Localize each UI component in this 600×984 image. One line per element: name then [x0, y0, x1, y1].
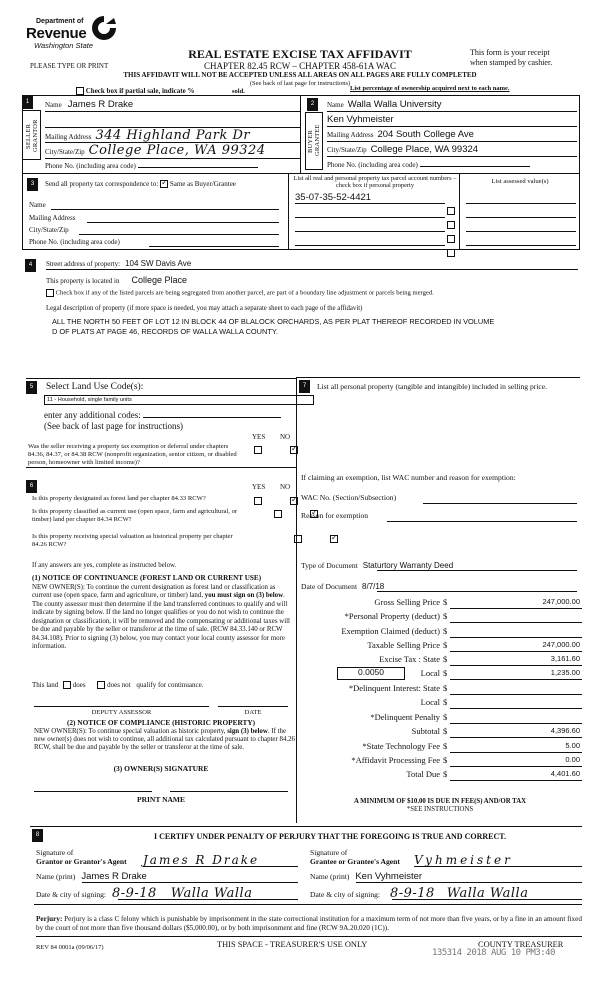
- seller-mailing-field[interactable]: Mailing Address 344 Highland Park Dr: [45, 129, 301, 143]
- seller-city-value: College Place, WA 99324: [88, 143, 266, 158]
- partial-sale-sold: sold.: [232, 88, 245, 95]
- corr-phone-field[interactable]: Phone No. (including area code): [29, 238, 287, 246]
- deputy-assessor-signature-line[interactable]: [34, 706, 209, 707]
- additional-codes-field[interactable]: enter any additional codes:: [44, 410, 281, 420]
- grantee-signature-field[interactable]: [414, 854, 582, 867]
- section-number: 4: [25, 259, 36, 272]
- yes-header: YES: [252, 483, 266, 491]
- owner-signature-line[interactable]: [34, 791, 152, 792]
- deputy-assessor-label: DEPUTY ASSESSOR: [91, 709, 152, 716]
- form-revision: REV 84 0001a (09/06/17): [36, 944, 104, 951]
- treasurer-use-label: THIS SPACE - TREASURER'S USE ONLY: [217, 940, 368, 949]
- seller-name-value: James R Drake: [67, 99, 134, 110]
- treasurer-stamp: 135314 2018 AUG 10 PM3:40: [432, 948, 555, 958]
- exemption-label: If claiming an exemption, list WAC number and reason for exemption:: [301, 473, 516, 482]
- date-label: DATE: [244, 709, 262, 716]
- exemption-question: Was the seller receiving a property tax exemption or deferral under chapters 84.36, 84.37, or 84.38 RCW (nonprofit organization, senior citizen, or disabled person, homeowner with limited income)?: [28, 443, 237, 466]
- logo-line3: Washington State: [34, 41, 94, 50]
- grantor-date-city-field[interactable]: Date & city of signing: 8-9-18 Walla Walla: [36, 887, 298, 902]
- legal-description-label: Legal description of property (if more space is needed, you may attach a separate sheet to each page of the affidavit): [46, 305, 363, 312]
- assessed-values-box: [460, 173, 580, 250]
- excise-tax-state-value: 3,161.60: [550, 654, 580, 663]
- parcel-row[interactable]: [295, 235, 450, 255]
- wac-number-field[interactable]: WAC No. (Section/Subsection): [301, 494, 577, 503]
- exemption-claimed-row[interactable]: Exemption Claimed (deduct) $: [305, 627, 585, 640]
- legal-description-line-2[interactable]: D OF PLATS AT PAGE 46, RECORDS OF WALLA WALLA COUNTY.: [52, 327, 278, 336]
- subtotal-value: 4,396.60: [550, 726, 580, 735]
- notice-compliance-text: NEW OWNER(S): To continue special valuation as historic property, sign (3) below. If the new owner(s) does not wish to continue, all additional tax calculated pursuant to chapter 84.26 RCW, shall be due and payable by the seller or transferor at the time of sale.: [34, 728, 296, 751]
- section-number: 5: [26, 381, 37, 394]
- personal-property-checkbox[interactable]: [447, 249, 455, 257]
- buyer-side-label: BUYER: [307, 129, 314, 153]
- please-type-text: PLEASE TYPE OR PRINT: [30, 62, 109, 70]
- warning-text: THIS AFFIDAVIT WILL NOT BE ACCEPTED UNLESS ALL AREAS ON ALL PAGES ARE FULLY COMPLETED: [123, 71, 477, 79]
- buyer-city-field[interactable]: City/State/Zip College Place, WA 99324: [327, 145, 577, 157]
- land-use-select[interactable]: [44, 395, 314, 405]
- seller-mailing-value: 344 Highland Park Dr: [95, 128, 251, 143]
- qualify-continuance-row: This land does does not qualify for continuance.: [32, 681, 204, 689]
- excise-tax-local-value: 1,235.00: [550, 668, 580, 677]
- seller-name-line-2[interactable]: [45, 120, 301, 128]
- current-use-question: Is this property classified as current use (open space, farm and agricultural, or timber) land per chapter 84.34 RCW?: [32, 508, 238, 523]
- assessed-value-field[interactable]: [466, 235, 576, 246]
- document-type-value: Staturtory Warranty Deed: [362, 561, 454, 570]
- section-5-land-use: [26, 378, 296, 468]
- local-rate-box[interactable]: 0.0050: [337, 667, 405, 680]
- excise-tax-local-row[interactable]: 0.0050 Local $ 1,235.00: [305, 669, 585, 682]
- grantor-sig-label-2: Grantor or Grantor's Agent: [36, 857, 127, 866]
- yes-header: YES: [252, 433, 266, 441]
- buyer-name-field[interactable]: Name Walla Walla University: [327, 100, 577, 112]
- street-address-value: 104 SW Davis Ave: [125, 259, 192, 268]
- current-use-yes-checkbox[interactable]: [274, 510, 282, 518]
- parcel-numbers-box: [288, 173, 460, 250]
- assessed-value-field[interactable]: [466, 193, 576, 204]
- personal-property-area[interactable]: [301, 406, 577, 471]
- state-technology-fee-row[interactable]: *State Technology Fee $ 5.00: [362, 741, 580, 751]
- grantee-side-label: GRANTEE: [314, 124, 321, 156]
- buyer-name-value: Walla Walla University: [347, 99, 442, 110]
- no-header: NO: [280, 433, 291, 441]
- buyer-mailing-value: 204 South College Ave: [377, 129, 474, 140]
- document-date-value: 8/7/18: [362, 582, 385, 591]
- segregate-row: Check box if any of the listed parcels are being segregated from another parcel, are part of a boundary line adjustment or parcels being merged.: [46, 289, 434, 297]
- section-6-designation: [26, 478, 296, 823]
- section-number: 6: [26, 480, 37, 493]
- land-use-value: 11 - Household, single family units: [47, 397, 132, 403]
- owner-signature-line-2[interactable]: [170, 791, 288, 792]
- segregate-checkbox[interactable]: [46, 289, 54, 297]
- see-back-note: (See back of last page for instructions): [44, 421, 183, 431]
- perjury-divider: [34, 904, 582, 905]
- minimum-due-note: A MINIMUM OF $10.00 IS DUE IN FEE(S) AND/OR TAX: [353, 798, 527, 805]
- notice-continuance-title: (1) NOTICE OF CONTINUANCE (FOREST LAND OR CURRENT USE): [32, 574, 262, 582]
- logo-line1: Department of: [36, 18, 84, 25]
- assessor-date-line[interactable]: [218, 706, 288, 707]
- section-2-buyer: [300, 95, 580, 173]
- total-due-row[interactable]: Total Due $ 4,401.60: [406, 769, 580, 779]
- forest-land-yes-checkbox[interactable]: [254, 497, 262, 505]
- corr-mailing-field[interactable]: Mailing Address: [29, 214, 287, 222]
- seller-phone-field[interactable]: Phone No. (including area code): [45, 161, 301, 171]
- delinquent-interest-state-row[interactable]: *Delinquent Interest: State $: [305, 684, 585, 697]
- parcel-number-value: 35-07-35-52-4421: [295, 192, 372, 203]
- logo-line2: Revenue: [26, 25, 87, 42]
- buyer-name2-value: Ken Vyhmeister: [327, 114, 394, 125]
- grantor-date-value: 8-9-18: [111, 886, 157, 901]
- land-use-label: Select Land Use Code(s):: [46, 382, 144, 392]
- notice-compliance-title: (2) NOTICE OF COMPLIANCE (HISTORIC PROPERTY): [66, 718, 256, 727]
- delinquent-interest-local-row[interactable]: Local $: [305, 698, 585, 711]
- buyer-mailing-field[interactable]: Mailing Address 204 South College Ave: [327, 130, 577, 142]
- partial-sale-label: Check box if partial sale, indicate %: [85, 87, 195, 95]
- assessed-header: List assessed value(s): [491, 178, 549, 185]
- affidavit-processing-fee-value: 0.00: [565, 755, 580, 764]
- county-treasurer-label: COUNTY TREASURER: [478, 940, 564, 949]
- exemption-yes-checkbox[interactable]: [254, 446, 262, 454]
- assessed-value-field[interactable]: [466, 221, 576, 232]
- delinquent-penalty-row[interactable]: *Delinquent Penalty $: [305, 713, 585, 726]
- subtotal-row[interactable]: Subtotal $ 4,396.60: [411, 726, 580, 736]
- located-in-value[interactable]: College Place: [131, 275, 188, 285]
- seller-city-field[interactable]: City/State/Zip College Place, WA 99324: [45, 144, 301, 159]
- same-as-buyer-checkbox[interactable]: [160, 180, 168, 188]
- forest-land-question: Is this property designated as forest land per chapter 84.33 RCW?: [32, 495, 206, 502]
- dor-swoosh-logo-icon: [90, 14, 118, 42]
- grantee-signature: Vyhmeister: [414, 853, 513, 867]
- receipt-note-2: when stamped by cashier.: [470, 58, 553, 67]
- form-title: REAL ESTATE EXCISE TAX AFFIDAVIT: [188, 47, 412, 61]
- does-not-qualify-checkbox[interactable]: [97, 681, 105, 689]
- document-date-field[interactable]: Date of Document 8/7/18: [301, 582, 577, 592]
- corr-city-field[interactable]: City/State/Zip: [29, 226, 287, 234]
- ownership-note: List percentage of ownership acquired next to each name.: [350, 85, 510, 92]
- state-technology-fee-value: 5.00: [565, 741, 580, 750]
- send-correspondence-row: Send all property tax correspondence to: ✓ Same as Buyer/Grantee: [45, 180, 236, 188]
- taxable-selling-price-row[interactable]: Taxable Selling Price $ 247,000.00: [367, 640, 580, 650]
- instructions-note: (See back of last page for instructions): [249, 80, 351, 87]
- if-yes-note: If any answers are yes, complete as instructed below.: [32, 562, 177, 569]
- section-number: 1: [22, 96, 33, 109]
- taxable-selling-price-value: 247,000.00: [542, 640, 580, 649]
- section-8-divider: [30, 826, 582, 827]
- buyer-name-line-2[interactable]: [327, 115, 577, 127]
- corr-name-field[interactable]: Name: [29, 201, 287, 209]
- gross-selling-price-value: 247,000.00: [542, 597, 580, 606]
- buyer-city-value: College Place, WA 99324: [370, 144, 479, 155]
- seller-side-label: SELLER: [25, 123, 32, 149]
- grantee-name-value: Ken Vyhmeister: [355, 871, 423, 882]
- notice-continuance-text: NEW OWNER(S): To continue the current designation as forest land or classification as current use (open space, farm and agriculture, or timber) land, you must sign on (3) below. The county assessor must then determine if the land transferred continues to qualify and will indicate by signing below. If the land no longer qualifies or you do not wish to continue the designation or classification, it will be removed and the compensating or additional taxes will be due and payable by the seller or transferor at the time of sale. (RCW 84.33.140 or RCW 84.34.108). Prior to signing (3) below, you may contact your local county assessor for more information.: [32, 584, 290, 650]
- grantee-city-value: Walla Walla: [446, 886, 529, 901]
- grantor-name-value: James R Drake: [81, 871, 147, 882]
- total-due-value: 4,401.60: [550, 769, 580, 778]
- document-type-field[interactable]: Type of Document Staturtory Warranty Deed: [301, 561, 577, 571]
- section-number: 3: [27, 178, 38, 191]
- receipt-note-1: This form is your receipt: [470, 48, 550, 57]
- perjury-notice: Perjury: Perjury is a class C felony which is punishable by imprisonment in the state correctional institution for a maximum term of not more than five years, or by a fine in an amount fixed by the court of not more than five thousand dollars ($5,000.00), or by both imprisonment and fine (RCW 9A.20.020 (1C)).: [36, 915, 582, 937]
- dor-logo: [26, 14, 126, 54]
- seller-name-field[interactable]: Name James R Drake: [45, 100, 301, 112]
- grantor-sig-label-1: Signature of: [36, 848, 74, 857]
- personal-property-deduct-row[interactable]: *Personal Property (deduct) $: [305, 612, 585, 625]
- grantor-signature: James R Drake: [143, 853, 260, 867]
- section-number: 7: [299, 380, 310, 393]
- section-number: 8: [32, 829, 43, 842]
- parcel-header: List all real and personal property tax parcel account numbers – check box if personal property: [293, 175, 457, 190]
- grantor-city-value: Walla Walla: [170, 886, 253, 901]
- certify-statement: I CERTIFY UNDER PENALTY OF PERJURY THAT THE FOREGOING IS TRUE AND CORRECT.: [153, 832, 506, 841]
- assessed-value-field[interactable]: [466, 207, 576, 218]
- see-instructions-note: *SEE INSTRUCTIONS: [406, 806, 474, 813]
- grantee-date-city-field[interactable]: Date & city of signing: 8-9-18 Walla Walla: [310, 887, 582, 902]
- form-subtitle: CHAPTER 82.45 RCW – CHAPTER 458-61A WAC: [204, 61, 396, 71]
- section-3-correspondence: [22, 173, 288, 250]
- affidavit-processing-fee-row[interactable]: *Affidavit Processing Fee $ 0.00: [351, 755, 580, 765]
- grantor-name-field[interactable]: Name (print) James R Drake: [36, 872, 298, 883]
- does-qualify-checkbox[interactable]: [63, 681, 71, 689]
- grantor-side-label: GRANTOR: [32, 119, 39, 153]
- section-number: 2: [307, 98, 318, 111]
- grantee-sig-label-1: Signature of: [310, 848, 348, 857]
- gross-selling-price-row[interactable]: Gross Selling Price $ 247,000.00: [374, 597, 580, 607]
- section-1-seller: [22, 95, 300, 173]
- section-4-property: [22, 258, 582, 344]
- owner-signature-title: (3) OWNER(S) SIGNATURE: [113, 764, 209, 773]
- exemption-reason-field[interactable]: Reason for exemption: [301, 512, 577, 521]
- buyer-phone-field[interactable]: Phone No. (including area code): [327, 160, 577, 170]
- personal-property-label: List all personal property (tangible and intangible) included in selling price.: [317, 382, 548, 391]
- legal-description-line-1[interactable]: ALL THE NORTH 50 FEET OF LOT 12 IN BLOCK 44 OF BLALOCK ORCHARDS, AS PER PLAT THEREOF RECORDED IN VOLUME: [52, 317, 495, 326]
- grantee-name-field[interactable]: Name (print) Ken Vyhmeister: [310, 872, 582, 883]
- historic-question: Is this property receiving special valuation as historical property per chapter 84.26 RCW?: [32, 533, 233, 548]
- grantor-signature-field[interactable]: [143, 854, 298, 867]
- grantee-date-value: 8-9-18: [389, 886, 435, 901]
- print-name-label: PRINT NAME: [137, 795, 185, 804]
- grantee-sig-label-2: Grantee or Grantee's Agent: [310, 857, 400, 866]
- excise-tax-state-row[interactable]: Excise Tax : State $ 3,161.60: [379, 654, 580, 664]
- no-header: NO: [280, 483, 291, 491]
- located-in-row: This property is located in College Place: [46, 275, 188, 285]
- street-address-field[interactable]: Street address of property: 104 SW Davis Ave: [46, 259, 578, 270]
